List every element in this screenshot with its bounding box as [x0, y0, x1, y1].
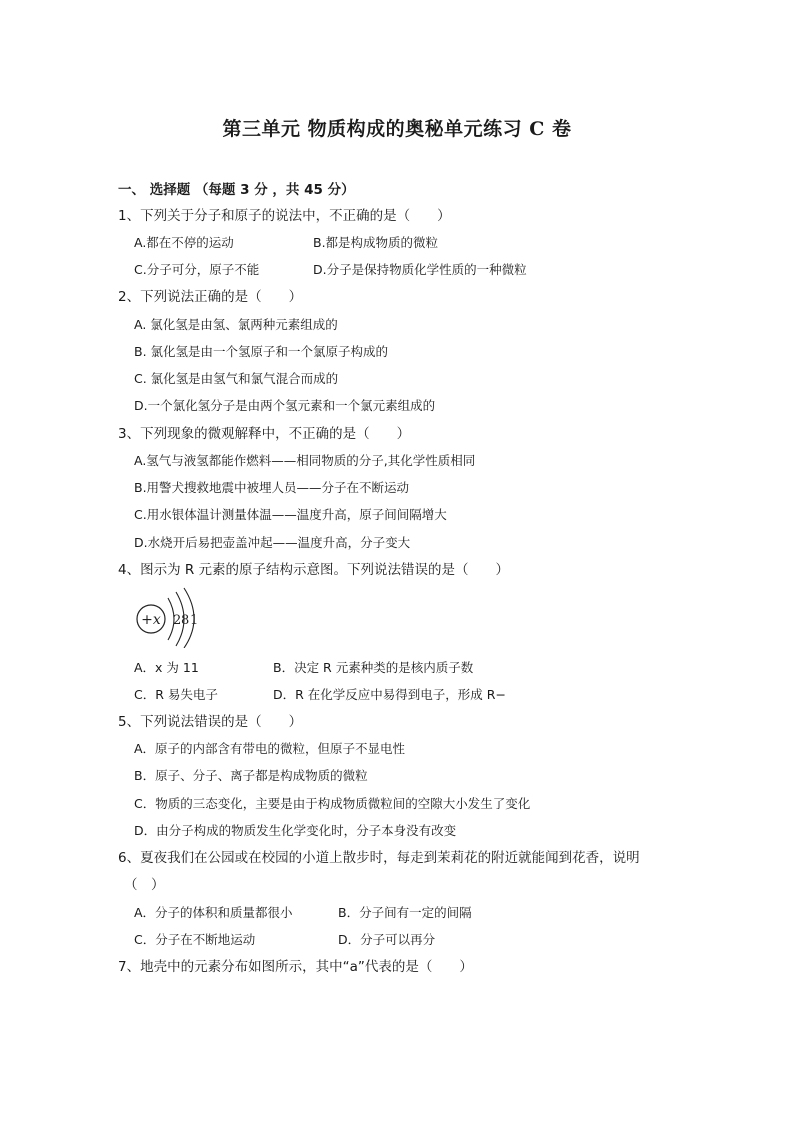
question-1-option-a: A.都在不停的运动 — [134, 235, 234, 250]
question-2-option-b: B. 氯化氢是由一个氢原子和一个氯原子构成的 — [134, 344, 389, 359]
question-6-answer-blank: （ ） — [124, 877, 165, 893]
shell-2-electrons: 8 — [181, 613, 190, 628]
question-1-option-c: C.分子可分，原子不能 — [134, 262, 260, 277]
question-3-option-d: D.水烧开后易把壶盖冲起——温度升高，分子变大 — [134, 535, 411, 550]
section-heading: 一、 选择题 （每题 3 分 ，共 45 分） — [118, 182, 355, 198]
question-7-stem: 7、地壳中的元素分布如图所示，其中“a”代表的是（ ） — [118, 959, 473, 975]
question-4-option-c: C．R 易失电子 — [134, 687, 218, 702]
question-6-option-b: B．分子间有一定的间隔 — [338, 905, 472, 920]
question-3-option-b: B.用警犬搜救地震中被埋人员——分子在不断运动 — [134, 480, 410, 495]
nucleus-label: +x — [141, 612, 161, 628]
atom-structure-diagram — [134, 586, 200, 648]
question-1-stem: 1、下列关于分子和原子的说法中，不正确的是（ ） — [118, 208, 451, 224]
question-6-option-d: D．分子可以再分 — [338, 932, 436, 947]
question-2-stem: 2、下列说法正确的是（ ） — [118, 289, 303, 305]
question-6-option-a: A．分子的体积和质量都很小 — [134, 905, 293, 920]
question-3-option-c: C.用水银体温计测量体温——温度升高，原子间间隔增大 — [134, 507, 447, 522]
question-2-option-a: A. 氯化氢是由氢、氯两种元素组成的 — [134, 317, 338, 332]
shell-1-electrons: 2 — [173, 613, 182, 628]
question-5-stem: 5、下列说法错误的是（ ） — [118, 714, 303, 730]
question-5-option-c: C．物质的三态变化，主要是由于构成物质微粒间的空隙大小发生了变化 — [134, 796, 531, 811]
question-5-option-a: A．原子的内部含有带电的微粒，但原子不显电性 — [134, 741, 406, 756]
question-4-option-a: A．x 为 11 — [134, 660, 199, 675]
question-5-option-d: D．由分子构成的物质发生化学变化时，分子本身没有改变 — [134, 823, 457, 838]
question-6-option-c: C．分子在不断地运动 — [134, 932, 256, 947]
question-3-stem: 3、下列现象的微观解释中，不正确的是（ ） — [118, 426, 411, 442]
question-4-stem: 4、图示为 R 元素的原子结构示意图。下列说法错误的是（ ） — [118, 562, 510, 578]
question-4-option-d: D．R 在化学反应中易得到电子，形成 R− — [273, 687, 506, 702]
question-4-option-b: B．决定 R 元素种类的是核内质子数 — [273, 660, 474, 675]
shell-3-electrons: 1 — [190, 613, 199, 628]
page-title: 第三单元 物质构成的奥秘单元练习 C 卷 — [222, 118, 572, 140]
question-1-option-d: D.分子是保持物质化学性质的一种微粒 — [313, 262, 527, 277]
question-1-option-b: B.都是构成物质的微粒 — [313, 235, 439, 250]
question-5-option-b: B．原子、分子、离子都是构成物质的微粒 — [134, 768, 368, 783]
question-2-option-c: C. 氯化氢是由氢气和氯气混合而成的 — [134, 371, 339, 386]
question-3-option-a: A.氢气与液氢都能作燃料——相同物质的分子,其化学性质相同 — [134, 453, 476, 468]
question-6-stem: 6、夏夜我们在公园或在校园的小道上散步时，每走到茉莉花的附近就能闻到花香，说明 — [118, 850, 640, 866]
question-2-option-d: D.一个氯化氢分子是由两个氢元素和一个氯元素组成的 — [134, 398, 436, 413]
